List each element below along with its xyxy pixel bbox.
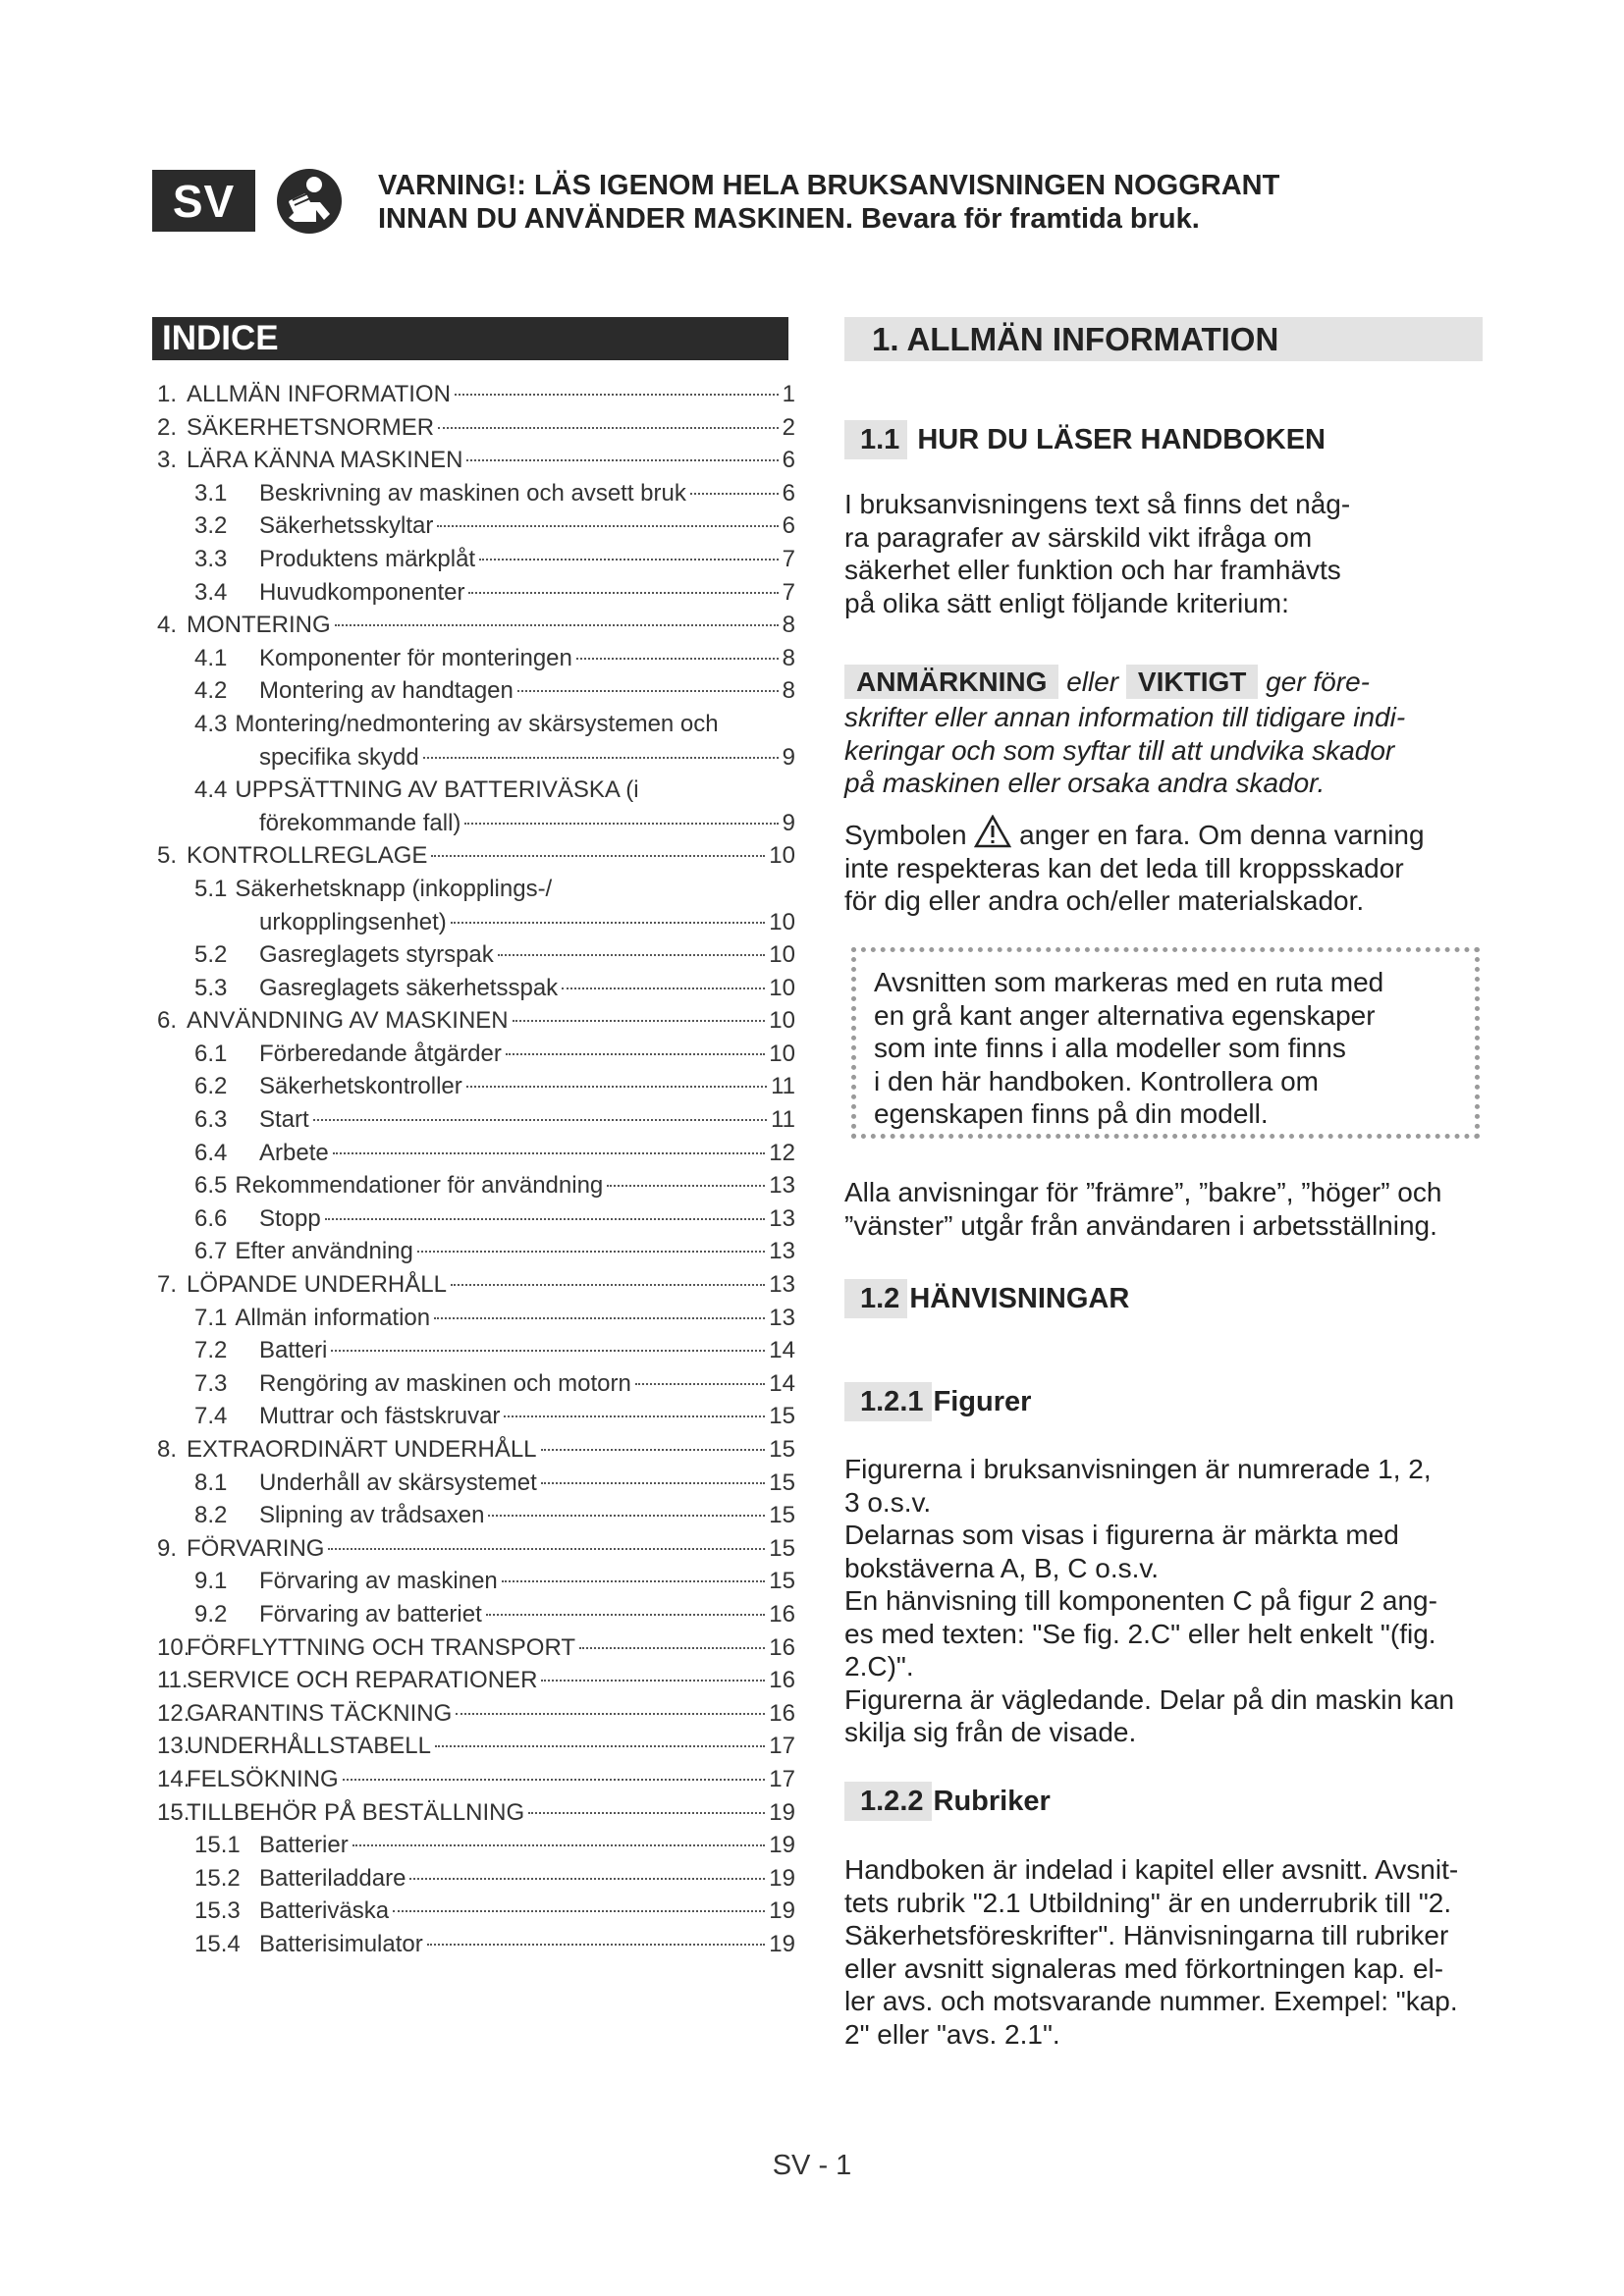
toc-entry xyxy=(157,711,795,744)
section-title: 1. ALLMÄN INFORMATION xyxy=(844,317,1483,361)
toc-text: Huvudkomponenter xyxy=(259,578,465,606)
toc-page-number: 10 xyxy=(769,908,795,935)
toc-entry xyxy=(157,1041,795,1074)
toc-page-number: 17 xyxy=(769,1765,795,1792)
toc-leader-dots xyxy=(635,1383,765,1385)
toc-text: GARANTINS TÄCKNING xyxy=(187,1699,453,1727)
toc-entry xyxy=(157,512,795,546)
toc-number: 4.1 xyxy=(194,644,228,671)
toc-page-number: 14 xyxy=(769,1369,795,1397)
important-tag: VIKTIGT xyxy=(1126,665,1258,699)
toc-number: 3.2 xyxy=(194,512,228,540)
toc-leader-dots xyxy=(541,1482,766,1484)
toc-leader-dots xyxy=(438,427,779,429)
toc-page-number: 15 xyxy=(769,1568,795,1595)
toc-number: 12. xyxy=(157,1699,190,1727)
toc-page-number: 15 xyxy=(769,1534,795,1562)
optional-features-box xyxy=(851,947,1480,1139)
toc-entry xyxy=(157,1799,795,1833)
toc-entry xyxy=(157,1106,795,1140)
toc-text: Gasreglagets styrspak xyxy=(259,941,494,969)
toc-text: Underhåll av skärsystemet xyxy=(259,1468,537,1496)
toc-leader-dots xyxy=(466,459,778,461)
toc-page-number: 10 xyxy=(769,974,795,1001)
toc-number: 4. xyxy=(157,612,178,639)
toc-number: 8. xyxy=(157,1436,178,1463)
toc-text: LÖPANDE UNDERHÅLL xyxy=(187,1271,447,1299)
toc-leader-dots xyxy=(468,592,778,594)
toc-entry xyxy=(157,1634,795,1668)
symbol-post: anger en fara. Om denna varning xyxy=(1019,820,1425,850)
toc-number: 9.1 xyxy=(194,1568,228,1595)
toc-leader-dots xyxy=(335,624,779,626)
toc-page-number: 6 xyxy=(782,447,795,474)
toc-page-number: 9 xyxy=(782,743,795,771)
toc-number: 6.4 xyxy=(194,1139,228,1166)
toc-number: 7.1 xyxy=(194,1304,228,1331)
toc-text: Förberedande åtgärder xyxy=(259,1040,502,1067)
toc-page-number: 16 xyxy=(769,1633,795,1661)
toc-number: 4.3 xyxy=(194,710,228,737)
toc-text: Batteriväska xyxy=(259,1897,390,1925)
toc-entry xyxy=(157,876,795,909)
toc-page-number: 9 xyxy=(782,809,795,836)
subsection-heading-1-1 xyxy=(844,420,1326,459)
toc-leader-dots xyxy=(579,1647,765,1649)
toc-number: 4.4 xyxy=(194,776,228,804)
toc-number: 9.2 xyxy=(194,1600,228,1628)
note-rest-2: skrifter eller annan information till tidigare indi- keringar och som syftar till att undvika skador på maskinen eller orsaka andra skador. xyxy=(844,702,1406,798)
toc-leader-dots xyxy=(607,1185,765,1187)
toc-entry xyxy=(157,1865,795,1898)
toc-number: 14. xyxy=(157,1765,190,1792)
toc-text: ALLMÄN INFORMATION xyxy=(187,381,451,407)
toc-number: 7.2 xyxy=(194,1337,228,1364)
symbol-pre: Symbolen xyxy=(844,820,967,850)
toc-number: 15. xyxy=(157,1798,190,1826)
toc-text: Muttrar och fästskruvar xyxy=(259,1403,501,1430)
toc-leader-dots xyxy=(541,1449,766,1451)
toc-leader-dots xyxy=(451,922,766,924)
toc-page-number: 19 xyxy=(769,1832,795,1859)
toc-leader-dots xyxy=(437,525,778,527)
symbol-rest: inte respekteras kan det leda till kroppsskador för dig eller andra och/eller materialskador. xyxy=(844,852,1404,916)
intro-paragraph: I bruksanvisningens text så finns det någ- ra paragrafer av särskild vikt ifråga om säkerhet eller funktion och har framhävts på olika sätt enligt följande kriterium: xyxy=(844,489,1351,618)
toc-number: 7. xyxy=(157,1271,178,1299)
toc-page-number: 16 xyxy=(769,1600,795,1628)
toc-text: Allmän information xyxy=(235,1304,431,1331)
toc-leader-dots xyxy=(455,394,779,396)
toc-text: Produktens märkplåt xyxy=(259,545,476,572)
toc-leader-dots xyxy=(517,690,779,692)
toc-page-number: 13 xyxy=(769,1304,795,1331)
toc-text: LÄRA KÄNNA MASKINEN xyxy=(187,447,463,474)
toc-leader-dots xyxy=(690,493,779,495)
index-title: INDICE xyxy=(152,317,788,360)
figures-paragraph: Figurerna i bruksanvisningen är numrerade 1, 2, 3 o.s.v. Delarnas som visas i figurerna är märkta med bokstäverna A, B, C o.s.v. En hänvisning till komponenten C på figur 2 ang- es med texten: "Se fig. 2.C" eller helt enkelt "(fig. 2.C)". Figurerna är vägledande. Delar på din maskin kan skilja sig från de visade. xyxy=(844,1454,1455,1747)
toc-leader-dots xyxy=(541,1680,765,1682)
toc-entry xyxy=(157,1305,795,1338)
toc-page-number: 6 xyxy=(782,479,795,507)
toc-entry xyxy=(157,1469,795,1503)
toc-page-number: 10 xyxy=(769,842,795,870)
toc-number: 6. xyxy=(157,1007,178,1035)
toc-entry xyxy=(157,776,795,810)
toc-leader-dots xyxy=(423,757,779,759)
note-or: eller xyxy=(1066,667,1119,697)
toc-entry xyxy=(157,447,795,480)
toc-entry xyxy=(157,1436,795,1469)
toc-page-number: 10 xyxy=(769,1007,795,1035)
toc-leader-dots xyxy=(506,1053,765,1055)
toc-text: Batterier xyxy=(259,1832,349,1859)
toc-entry xyxy=(157,677,795,711)
subsection-title: HÄNVISNINGAR xyxy=(909,1282,1130,1314)
toc-entry xyxy=(157,480,795,513)
subsection-number: 1.2 xyxy=(844,1279,907,1318)
toc-text: FÖRFLYTTNING OCH TRANSPORT xyxy=(187,1633,576,1661)
toc-text: Rengöring av maskinen och motorn xyxy=(259,1369,631,1397)
toc-entry xyxy=(157,1238,795,1271)
toc-page-number: 8 xyxy=(782,612,795,639)
toc-number: 8.1 xyxy=(194,1468,228,1496)
toc-text: Stopp xyxy=(259,1204,321,1232)
toc-text: Batteri xyxy=(259,1337,328,1364)
directions-paragraph: Alla anvisningar för ”främre”, ”bakre”, ”höger” och ”vänster” utgår från användaren i arbetsställning. xyxy=(844,1177,1442,1241)
warning-line-2: INNAN DU ANVÄNDER MASKINEN. Bevara för framtida bruk. xyxy=(378,203,1200,235)
toc-number: 6.3 xyxy=(194,1106,228,1134)
subsection-heading-1-2 xyxy=(844,1279,1129,1318)
toc-text: Säkerhetsknapp (inkopplings-/ xyxy=(235,875,553,902)
toc-text: UPPSÄTTNING AV BATTERIVÄSKA (i xyxy=(235,776,639,804)
toc-number: 3.1 xyxy=(194,479,228,507)
toc-page-number: 16 xyxy=(769,1699,795,1727)
subsection-number: 1.2.1 xyxy=(844,1382,932,1421)
toc-page-number: 19 xyxy=(769,1798,795,1826)
toc-entry xyxy=(157,909,795,942)
toc-text: Förvaring av batteriet xyxy=(259,1600,482,1628)
toc-number: 6.7 xyxy=(194,1238,228,1265)
toc-text: FÖRVARING xyxy=(187,1534,325,1562)
toc-leader-dots xyxy=(486,1614,766,1616)
toc-entry xyxy=(157,1733,795,1766)
toc-entry xyxy=(157,645,795,678)
toc-page-number: 2 xyxy=(782,413,795,441)
toc-leader-dots xyxy=(464,823,778,825)
toc-number: 7.4 xyxy=(194,1403,228,1430)
toc-entry xyxy=(157,1337,795,1370)
note-paragraph xyxy=(844,666,1492,800)
toc-leader-dots xyxy=(435,1745,765,1747)
toc-entry xyxy=(157,381,795,414)
toc-number: 3. xyxy=(157,447,178,474)
toc-leader-dots xyxy=(427,1944,766,1946)
toc-entry xyxy=(157,1601,795,1634)
toc-text: Batterisimulator xyxy=(259,1930,423,1957)
language-badge: SV xyxy=(152,170,255,232)
toc-number: 6.5 xyxy=(194,1172,228,1200)
toc-entry xyxy=(157,1502,795,1535)
toc-page-number: 11 xyxy=(771,1106,795,1134)
subsection-title: Rubriker xyxy=(933,1785,1051,1817)
toc-entry xyxy=(157,842,795,876)
toc-leader-dots xyxy=(488,1515,765,1517)
toc-text: MONTERING xyxy=(187,612,331,639)
toc-entry xyxy=(157,744,795,777)
toc-entry xyxy=(157,579,795,613)
toc-page-number: 19 xyxy=(769,1897,795,1925)
toc-leader-dots xyxy=(417,1251,765,1253)
toc-text: TILLBEHÖR PÅ BESTÄLLNING xyxy=(187,1798,525,1826)
toc-text: FELSÖKNING xyxy=(187,1765,339,1792)
toc-text: Batteriladdare xyxy=(259,1864,406,1892)
toc-number: 6.2 xyxy=(194,1073,228,1100)
toc-entry xyxy=(157,1535,795,1569)
toc-number: 1. xyxy=(157,381,178,407)
symbol-paragraph xyxy=(844,815,1492,918)
toc-page-number: 13 xyxy=(769,1238,795,1265)
toc-number: 11. xyxy=(157,1667,189,1694)
note-tag: ANMÄRKNING xyxy=(844,665,1058,699)
toc-page-number: 14 xyxy=(769,1337,795,1364)
toc-page-number: 1 xyxy=(782,381,795,407)
toc-text: Beskrivning av maskinen och avsett bruk xyxy=(259,479,686,507)
toc-entry xyxy=(157,546,795,579)
toc-text: Komponenter för monteringen xyxy=(259,644,572,671)
toc-leader-dots xyxy=(409,1878,765,1880)
toc-number: 9. xyxy=(157,1534,178,1562)
toc-text: SÄKERHETSNORMER xyxy=(187,413,435,441)
subsection-number: 1.1 xyxy=(844,420,907,459)
toc-number: 6.1 xyxy=(194,1040,228,1067)
toc-page-number: 6 xyxy=(782,512,795,540)
subsection-number: 1.2.2 xyxy=(844,1782,932,1821)
toc-page-number: 13 xyxy=(769,1172,795,1200)
toc-number: 7.3 xyxy=(194,1369,228,1397)
toc-number: 10. xyxy=(157,1633,190,1661)
toc-page-number: 15 xyxy=(769,1403,795,1430)
toc-page-number: 15 xyxy=(769,1468,795,1496)
toc-entry xyxy=(157,1568,795,1601)
headings-paragraph: Handboken är indelad i kapitel eller avsnitt. Avsnit- tets rubrik "2.1 Utbildning" är en underrubrik till "2. Säkerhetsföreskrifter". Hänvisningarna till rubriker eller avsnitt signaleras med förkortningen kap. el- ler avs. och motsvarande nummer. Exempel: "kap. 2" eller "avs. 2.1". xyxy=(844,1854,1459,2050)
toc-entry xyxy=(157,1007,795,1041)
toc-page-number: 13 xyxy=(769,1204,795,1232)
toc-leader-dots xyxy=(333,1152,766,1154)
toc-leader-dots xyxy=(313,1119,767,1121)
toc-number: 13. xyxy=(157,1733,190,1760)
toc-page-number: 16 xyxy=(769,1667,795,1694)
toc-entry xyxy=(157,975,795,1008)
toc-entry xyxy=(157,1832,795,1865)
toc-leader-dots xyxy=(466,1086,767,1088)
toc-number: 8.2 xyxy=(194,1502,228,1529)
toc-entry xyxy=(157,1931,795,1964)
toc-number: 6.6 xyxy=(194,1204,228,1232)
toc-leader-dots xyxy=(393,1910,765,1912)
toc-entry xyxy=(157,1403,795,1436)
toc-text: EXTRAORDINÄRT UNDERHÅLL xyxy=(187,1436,537,1463)
toc-page-number: 12 xyxy=(769,1139,795,1166)
toc-entry xyxy=(157,1897,795,1931)
warning-text xyxy=(378,169,1360,236)
toc-leader-dots xyxy=(479,559,779,561)
toc-leader-dots xyxy=(528,1812,765,1814)
toc-page-number: 11 xyxy=(771,1073,795,1100)
toc-leader-dots xyxy=(498,954,766,956)
toc-page-number: 19 xyxy=(769,1864,795,1892)
subsection-title: HUR DU LÄSER HANDBOKEN xyxy=(917,423,1326,455)
toc-entry xyxy=(157,1667,795,1700)
toc-text: UNDERHÅLLSTABELL xyxy=(187,1733,431,1760)
toc-number: 5.1 xyxy=(194,875,228,902)
toc-leader-dots xyxy=(504,1415,765,1417)
toc-text: KONTROLLREGLAGE xyxy=(187,842,428,870)
toc-text: urkopplingsenhet) xyxy=(259,908,447,935)
toc-page-number: 10 xyxy=(769,941,795,969)
toc-entry xyxy=(157,414,795,448)
toc-entry xyxy=(157,612,795,645)
toc-number: 15.4 xyxy=(194,1930,241,1957)
toc-leader-dots xyxy=(562,988,765,989)
manual-reader-icon xyxy=(275,167,344,236)
toc-entry xyxy=(157,1766,795,1799)
toc-page-number: 15 xyxy=(769,1436,795,1463)
warning-triangle-icon xyxy=(974,815,1011,848)
toc-text: förekommande fall) xyxy=(259,809,461,836)
toc-number: 5.2 xyxy=(194,941,228,969)
subsection-heading-1-2-1 xyxy=(844,1382,1031,1421)
toc-text: Montering av handtagen xyxy=(259,677,514,705)
toc-page-number: 19 xyxy=(769,1930,795,1957)
table-of-contents xyxy=(157,381,795,1964)
toc-entry xyxy=(157,941,795,975)
toc-text: Start xyxy=(259,1106,309,1134)
page-number: SV - 1 xyxy=(772,2150,852,2181)
toc-number: 4.2 xyxy=(194,677,228,705)
toc-page-number: 13 xyxy=(769,1271,795,1299)
toc-entry xyxy=(157,1370,795,1404)
toc-entry xyxy=(157,1073,795,1106)
toc-number: 15.2 xyxy=(194,1864,241,1892)
toc-number: 5. xyxy=(157,842,178,870)
toc-page-number: 10 xyxy=(769,1040,795,1067)
toc-text: Rekommendationer för användning xyxy=(235,1172,604,1200)
toc-leader-dots xyxy=(451,1284,765,1286)
toc-page-number: 17 xyxy=(769,1733,795,1760)
toc-text: ANVÄNDNING AV MASKINEN xyxy=(187,1007,509,1035)
toc-leader-dots xyxy=(456,1713,765,1715)
toc-entry xyxy=(157,1700,795,1734)
toc-page-number: 7 xyxy=(782,545,795,572)
toc-text: Slipning av trådsaxen xyxy=(259,1502,485,1529)
toc-leader-dots xyxy=(325,1218,766,1220)
toc-text: Säkerhetsskyltar xyxy=(259,512,434,540)
toc-text: specifika skydd xyxy=(259,743,419,771)
toc-text: Förvaring av maskinen xyxy=(259,1568,498,1595)
toc-leader-dots xyxy=(352,1844,766,1846)
toc-number: 15.3 xyxy=(194,1897,241,1925)
box-text: Avsnitten som markeras med en ruta med en grå kant anger alternativa egenskaper som inte finns i alla modeller som finns i den här handboken. Kontrollera om egenskapen finns på din modell. xyxy=(874,967,1384,1129)
subsection-title: Figurer xyxy=(933,1385,1032,1417)
subsection-heading-1-2-2 xyxy=(844,1782,1051,1821)
toc-text: Gasreglagets säkerhetsspak xyxy=(259,974,559,1001)
toc-number: 3.4 xyxy=(194,578,228,606)
toc-number: 5.3 xyxy=(194,974,228,1001)
toc-text: Arbete xyxy=(259,1139,329,1166)
toc-leader-dots xyxy=(502,1580,766,1582)
toc-entry xyxy=(157,1205,795,1239)
toc-entry xyxy=(157,1172,795,1205)
toc-leader-dots xyxy=(331,1350,765,1352)
toc-page-number: 8 xyxy=(782,677,795,705)
toc-number: 2. xyxy=(157,413,178,441)
toc-leader-dots xyxy=(328,1548,765,1550)
toc-text: Säkerhetskontroller xyxy=(259,1073,462,1100)
toc-leader-dots xyxy=(431,855,765,857)
toc-entry xyxy=(157,810,795,843)
toc-text: SERVICE OCH REPARATIONER xyxy=(187,1667,538,1694)
toc-page-number: 8 xyxy=(782,644,795,671)
toc-number: 3.3 xyxy=(194,545,228,572)
note-rest-1: ger före- xyxy=(1266,667,1370,697)
toc-leader-dots xyxy=(343,1779,766,1781)
toc-leader-dots xyxy=(513,1020,766,1022)
warning-line-1: VARNING!: LÄS IGENOM HELA BRUKSANVISNINGEN NOGGRANT xyxy=(378,170,1280,201)
toc-page-number: 15 xyxy=(769,1502,795,1529)
toc-text: Montering/nedmontering av skärsystemen och xyxy=(235,710,719,737)
toc-leader-dots xyxy=(434,1317,765,1319)
toc-text: Efter användning xyxy=(235,1238,413,1265)
toc-entry xyxy=(157,1271,795,1305)
toc-number: 15.1 xyxy=(194,1832,241,1859)
toc-page-number: 7 xyxy=(782,578,795,606)
toc-entry xyxy=(157,1140,795,1173)
toc-leader-dots xyxy=(576,658,779,660)
